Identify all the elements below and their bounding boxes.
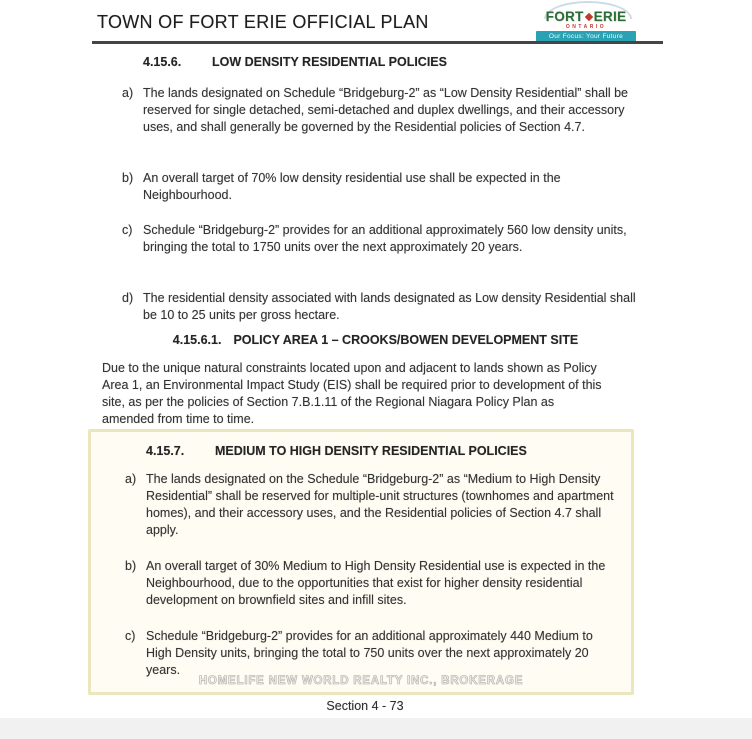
clause-text: The lands designated on Schedule “Bridgeburg-2” as “Low Density Residential” shall be reserved for single detached, semi-detached and duplex dwellings, and their accessory uses, and shall generally be governed by the Residential policies of Section 4.7.	[143, 86, 628, 134]
section-medium-heading	[146, 444, 527, 458]
clause-letter: c)	[125, 629, 136, 643]
policy-area-title: POLICY AREA 1 – CROOKS/BOWEN DEVELOPMENT SITE	[233, 333, 579, 347]
document-title: TOWN OF FORT ERIE OFFICIAL PLAN	[97, 12, 429, 32]
clause-medium-b	[125, 558, 616, 609]
logo-tagline: Our Focus: Your Future	[536, 31, 636, 42]
policy-area-number: 4.15.6.1.	[172, 333, 222, 347]
clause-low-c	[122, 222, 648, 256]
highlighted-section-box	[88, 429, 634, 695]
clause-text: An overall target of 70% low density residential use shall be expected in the Neighbourhood.	[143, 171, 561, 202]
clause-low-d	[122, 290, 648, 324]
logo-word-erie: ERIE	[593, 9, 627, 24]
clause-letter: b)	[122, 171, 134, 185]
clause-low-a	[122, 85, 648, 136]
logo-region-text: ONTARIO	[565, 24, 607, 30]
policy-area-paragraph: Due to the unique natural constraints located upon and adjacent to lands shown as Policy Area 1, an Environmental Impact Study (EIS) shall be required prior to development of this site, as per the policies of Section 7.B.1.11 of the Regional Niagara Policy Plan as amended from time to time.	[102, 361, 602, 426]
logo-wordmark	[534, 9, 638, 24]
realty-watermark: HOMELIFE NEW WORLD REALTY INC., BROKERAGE	[198, 675, 524, 687]
clause-text: The lands designated on the Schedule “Bridgeburg-2” as “Medium to High Density Residential” shall be reserved for multiple-unit structures (townhomes and apartment homes), and their accessory uses, and the Residential policies of Section 4.7 shall apply.	[146, 472, 614, 537]
section-medium-number: 4.15.7.	[146, 444, 185, 458]
page-number: Section 4 - 73	[326, 699, 404, 713]
clause-text: Schedule “Bridgeburg-2” provides for an additional approximately 560 low density units, bringing the total to 1750 units over the next approximately 20 years.	[143, 223, 627, 254]
section-low-number: 4.15.6.	[143, 55, 182, 69]
section-low-title: LOW DENSITY RESIDENTIAL POLICIES	[212, 55, 447, 69]
clause-letter: c)	[122, 223, 133, 237]
clause-text: Schedule “Bridgeburg-2” provides for an additional approximately 440 Medium to High Density units, bringing the total to 750 units over the next approximately 20 years.	[146, 629, 593, 677]
clause-letter: d)	[122, 291, 134, 305]
clause-letter: a)	[122, 86, 134, 100]
policy-area-heading	[88, 333, 663, 347]
fort-erie-logo	[534, 1, 638, 42]
header-divider	[92, 41, 663, 44]
section-low-heading	[143, 55, 447, 69]
clause-medium-a	[125, 471, 616, 539]
section-medium-title: MEDIUM TO HIGH DENSITY RESIDENTIAL POLICIES	[215, 444, 527, 458]
maple-leaf-icon	[584, 13, 592, 21]
clause-letter: b)	[125, 559, 137, 573]
clause-text: An overall target of 30% Medium to High Density Residential use is expected in the Neighbourhood, due to the opportunities that exist for higher density residential development on brownfield sites and infill sites.	[146, 559, 606, 607]
clause-low-b	[122, 170, 648, 204]
clause-medium-c	[125, 628, 616, 679]
clause-letter: a)	[125, 472, 137, 486]
scan-edge-band	[0, 718, 752, 739]
logo-word-fort: FORT	[545, 9, 584, 24]
clause-text: The residential density associated with lands designated as Low density Residential shall be 10 to 25 units per gross hectare.	[143, 291, 636, 322]
